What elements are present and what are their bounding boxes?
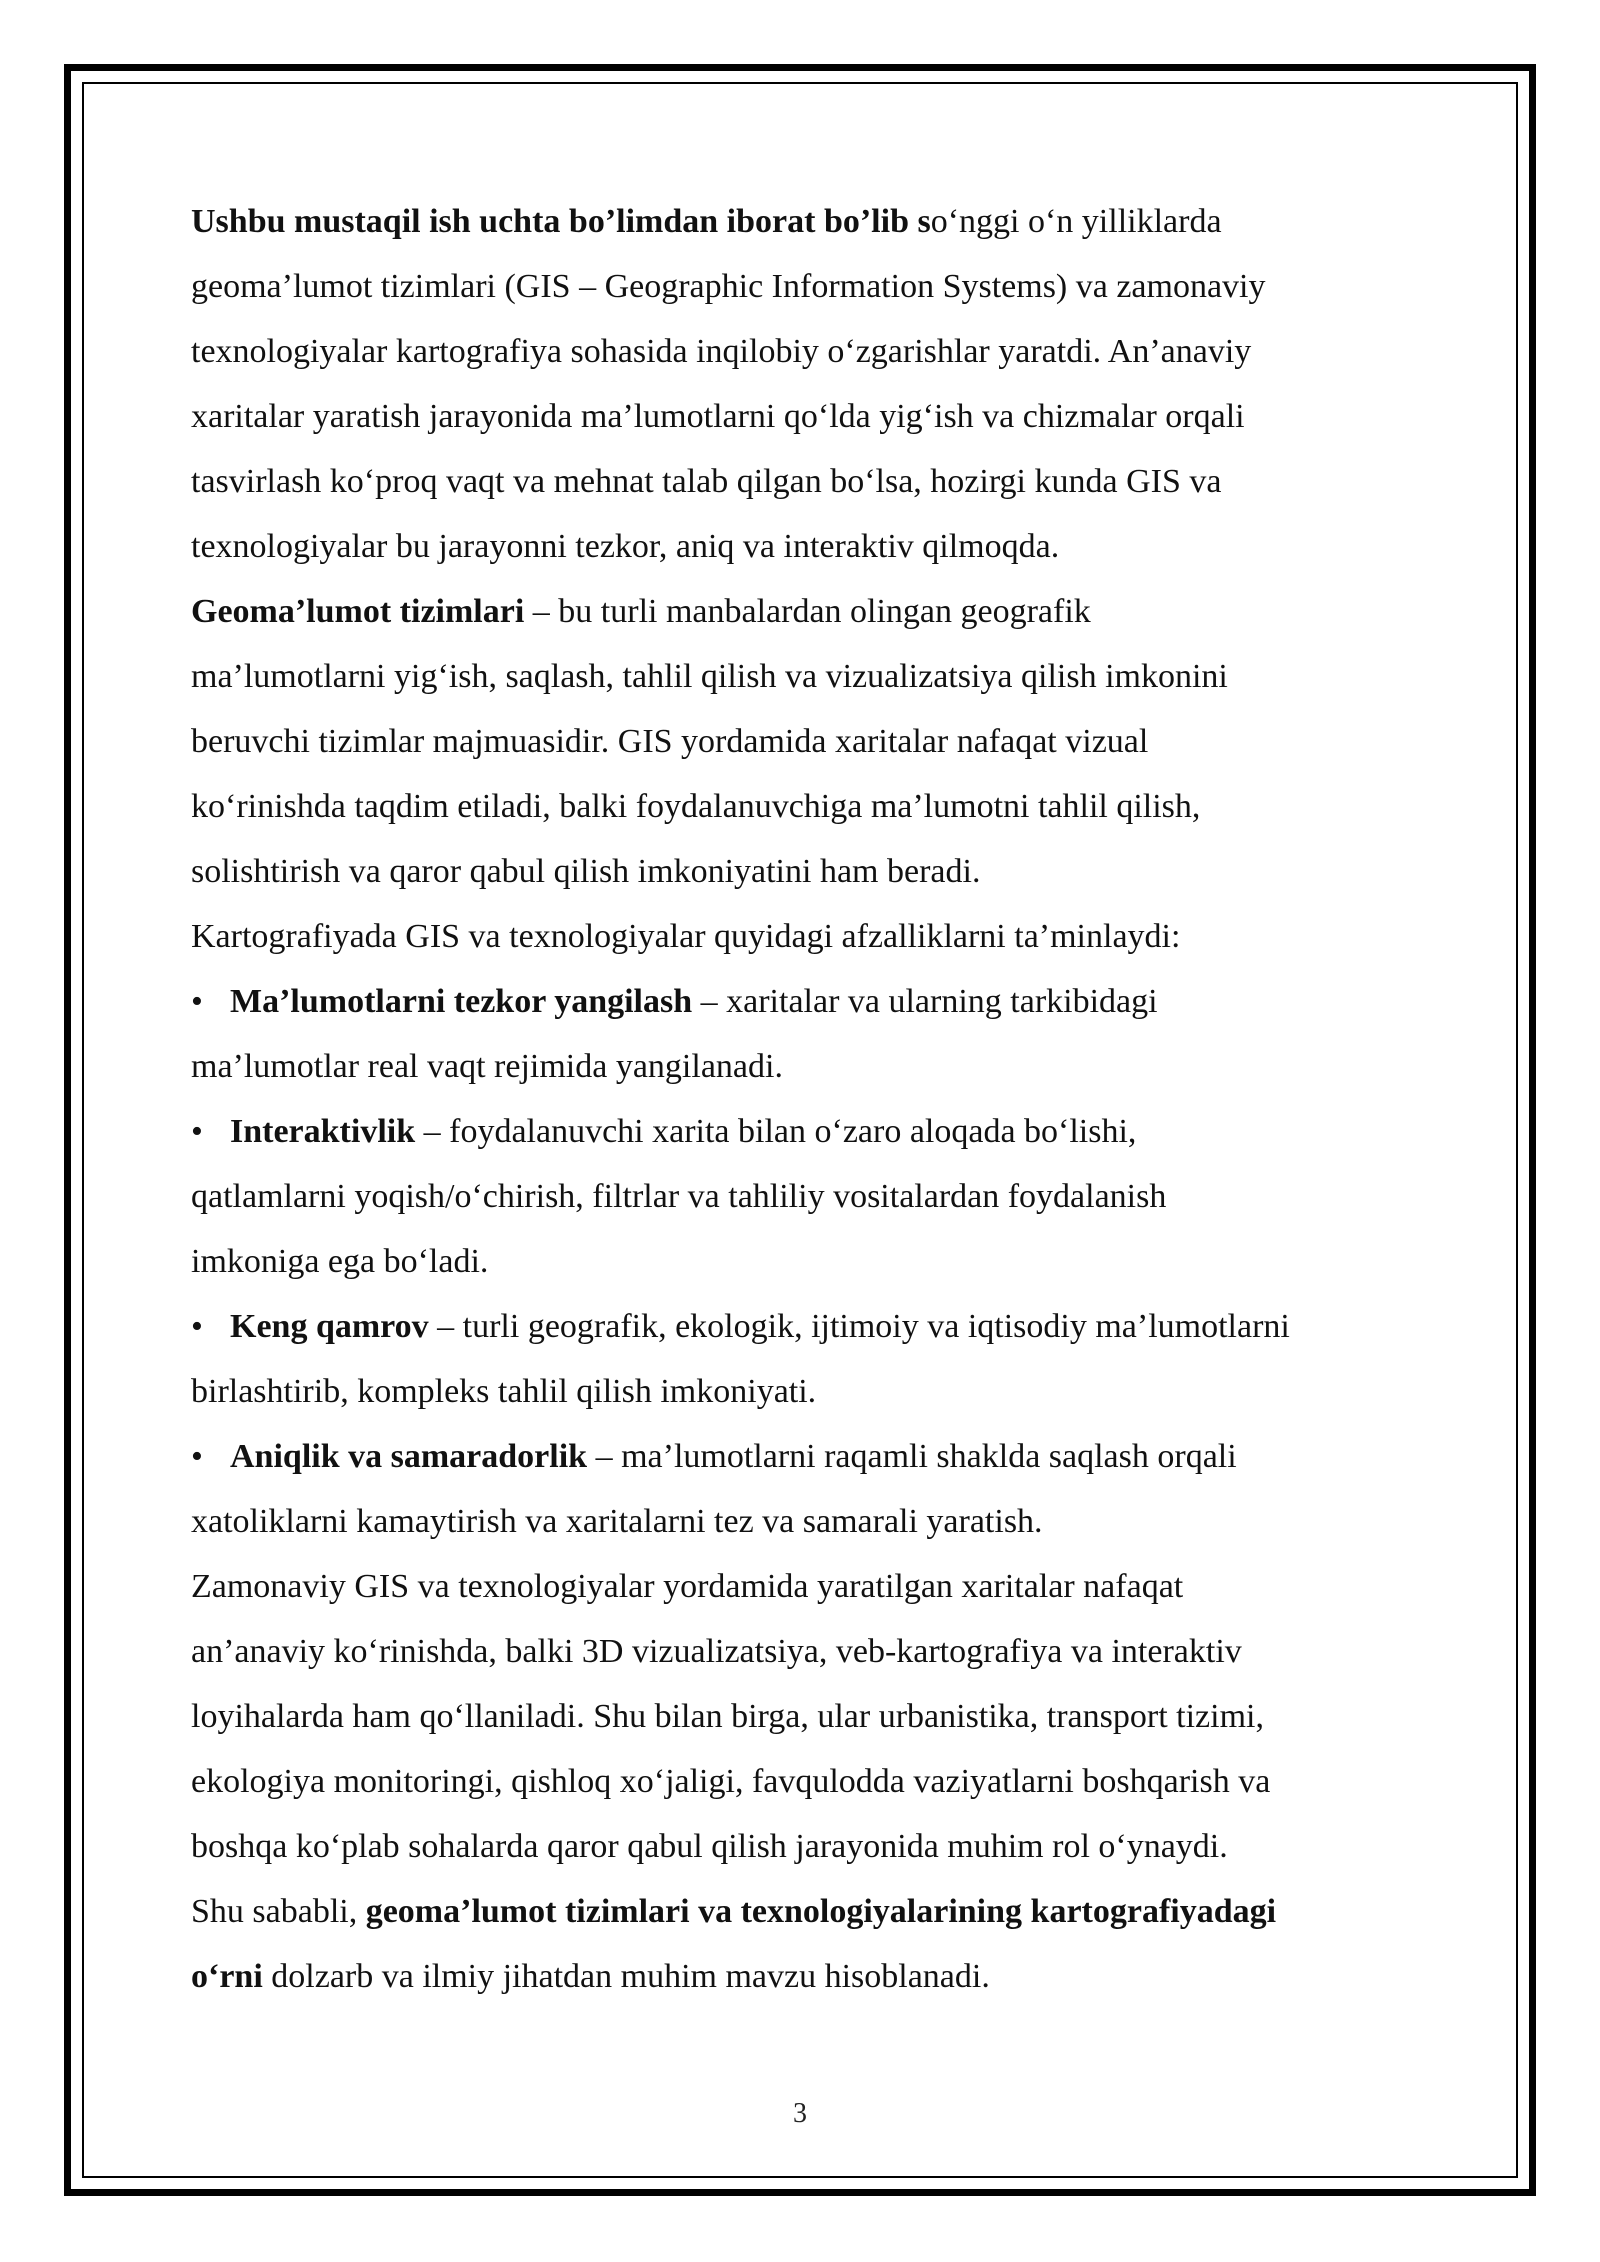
text-run: ma’lumotlar real vaqt rejimida yangilanadi. xyxy=(191,1048,783,1085)
list-item xyxy=(191,1099,1431,1294)
page-number: 3 xyxy=(793,2098,807,2129)
text-run: an’anaviy ko‘rinishda, balki 3D vizualizatsiya, veb-kartografiya va interaktiv xyxy=(191,1633,1242,1670)
list-item-term: Interaktivlik xyxy=(230,1113,416,1150)
bullet-icon: • xyxy=(191,1438,203,1475)
text-run: solishtirish va qaror qabul qilish imkoniyatini ham beradi. xyxy=(191,853,981,890)
text-run: beruvchi tizimlar majmuasidir. GIS yordamida xaritalar nafaqat vizual xyxy=(191,723,1149,760)
topic-bold: geoma’lumot tizimlari va texnologiyalarining kartografiyadagi xyxy=(365,1893,1277,1930)
paragraph-applications xyxy=(191,1554,1431,1879)
text-run: ma’lumotlarni yig‘ish, saqlash, tahlil qilish va vizualizatsiya qilish imkonini xyxy=(191,658,1228,695)
text-run: Shu sababli, xyxy=(191,1893,366,1930)
text-run: – turli geografik, ekologik, ijtimoiy va iqtisodiy ma’lumotlarni xyxy=(428,1308,1290,1345)
list-item xyxy=(191,1294,1431,1424)
text-run: boshqa ko‘plab sohalarda qaror qabul qilish jarayonida muhim rol o‘ynaydi. xyxy=(191,1828,1228,1865)
list-item-term: Keng qamrov xyxy=(230,1308,429,1345)
paragraph-conclusion xyxy=(191,1879,1431,2009)
text-run: – foydalanuvchi xarita bilan o‘zaro aloqada bo‘lishi, xyxy=(415,1113,1137,1150)
text-run: dolzarb va ilmiy jihatdan muhim mavzu hisoblanadi. xyxy=(262,1958,990,1995)
text-run: xatoliklarni kamaytirish va xaritalarni tez va samarali yaratish. xyxy=(191,1503,1043,1540)
list-item xyxy=(191,1424,1431,1554)
bullet-icon: • xyxy=(191,1113,203,1150)
text-run: – bu turli manbalardan olingan geografik xyxy=(524,593,1091,630)
text-run: ekologiya monitoringi, qishloq xo‘jaligi, favqulodda vaziyatlarni boshqarish va xyxy=(191,1763,1271,1800)
list-item xyxy=(191,969,1431,1099)
paragraph-definition xyxy=(191,579,1431,904)
text-run: geoma’lumot tizimlari (GIS – Geographic Information Systems) va zamonaviy xyxy=(191,268,1266,305)
text-run: Kartografiyada GIS va texnologiyalar quyidagi afzalliklarni ta’minlaydi: xyxy=(191,918,1181,955)
topic-bold: o‘rni xyxy=(191,1958,263,1995)
text-run: tasvirlash ko‘proq vaqt va mehnat talab qilgan bo‘lsa, hozirgi kunda GIS va xyxy=(191,463,1222,500)
list-item-term: Ma’lumotlarni tezkor yangilash xyxy=(230,983,693,1020)
text-run: Zamonaviy GIS va texnologiyalar yordamida yaratilgan xaritalar nafaqat xyxy=(191,1568,1184,1605)
list-item-term: Aniqlik va samaradorlik xyxy=(230,1438,588,1475)
document-body xyxy=(191,189,1431,2009)
text-run: qatlamlarni yoqish/o‘chirish, filtrlar va tahliliy vositalardan foydalanish xyxy=(191,1178,1167,1215)
text-run: xaritalar yaratish jarayonida ma’lumotlarni qo‘lda yig‘ish va chizmalar orqali xyxy=(191,398,1245,435)
paragraph-intro xyxy=(191,189,1431,579)
text-run: o‘nggi o‘n yilliklarda xyxy=(930,203,1222,240)
intro-bold-lead: Ushbu mustaqil ish uchta bo’limdan iborat bo’lib s xyxy=(191,203,931,240)
text-run: – xaritalar va ularning tarkibidagi xyxy=(692,983,1158,1020)
bullet-icon: • xyxy=(191,983,203,1020)
text-run: texnologiyalar kartografiya sohasida inqilobiy o‘zgarishlar yaratdi. An’anaviy xyxy=(191,333,1252,370)
text-run: birlashtirib, kompleks tahlil qilish imkoniyati. xyxy=(191,1373,817,1410)
text-run: – ma’lumotlarni raqamli shaklda saqlash orqali xyxy=(587,1438,1237,1475)
text-run: texnologiyalar bu jarayonni tezkor, aniq va interaktiv qilmoqda. xyxy=(191,528,1060,565)
paragraph-list-intro xyxy=(191,904,1431,969)
text-run: ko‘rinishda taqdim etiladi, balki foydalanuvchiga ma’lumotni tahlil qilish, xyxy=(191,788,1201,825)
definition-term: Geoma’lumot tizimlari xyxy=(191,593,525,630)
bullet-icon: • xyxy=(191,1308,203,1345)
text-run: imkoniga ega bo‘ladi. xyxy=(191,1243,489,1280)
text-run: loyihalarda ham qo‘llaniladi. Shu bilan birga, ular urbanistika, transport tizimi, xyxy=(191,1698,1264,1735)
